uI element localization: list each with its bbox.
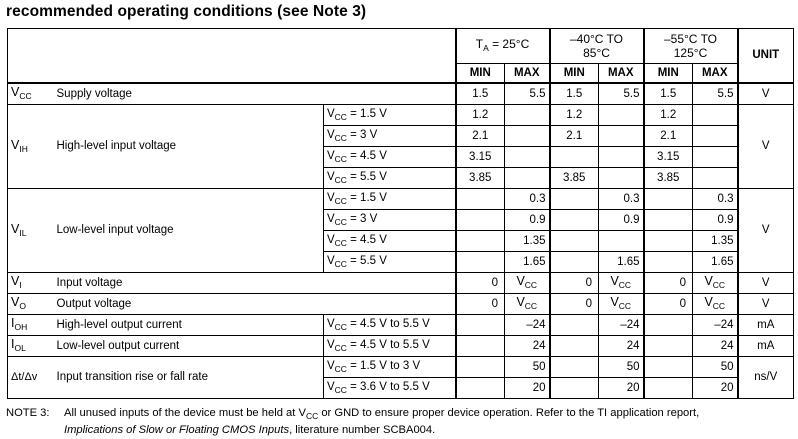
param-desc: Input voltage (54, 273, 456, 294)
value-cell: 0 (550, 273, 599, 294)
table-row (8, 83, 794, 105)
unit-cell: mA (738, 336, 794, 357)
header-max-1: MAX (505, 64, 550, 84)
value-cell (599, 105, 644, 126)
param-desc: High-level output current (54, 315, 324, 336)
value-cell: 1.35 (505, 231, 550, 252)
value-cell (693, 105, 738, 126)
unit-cell: V (738, 273, 794, 294)
value-cell (550, 210, 599, 231)
footnote-label: NOTE 3: (6, 407, 50, 419)
value-cell: 5.5 (693, 83, 738, 105)
header-row-top (8, 29, 794, 64)
value-cell: 0.9 (599, 210, 644, 231)
section-heading: recommended operating conditions (see Note 3) (6, 3, 367, 20)
value-cell: 0.9 (693, 210, 738, 231)
value-cell (599, 126, 644, 147)
value-cell: 1.2 (456, 105, 505, 126)
footnote (6, 406, 796, 437)
header-max-3: MAX (693, 64, 738, 84)
operating-conditions-table (7, 28, 794, 399)
table-row (8, 336, 794, 357)
value-cell (550, 252, 599, 273)
value-cell: 0 (644, 294, 693, 315)
value-cell (644, 231, 693, 252)
condition-cell: $V_{CC} = 3$ V (324, 210, 456, 231)
value-cell (599, 168, 644, 189)
value-cell: 2.1 (456, 126, 505, 147)
value-cell (550, 378, 599, 399)
value-cell: –24 (693, 315, 738, 336)
value-cell: 20 (505, 378, 550, 399)
value-cell: 20 (599, 378, 644, 399)
unit-cell: V (738, 189, 794, 273)
value-cell: 50 (599, 357, 644, 378)
table-row (8, 357, 794, 378)
value-cell: –24 (505, 315, 550, 336)
param-desc: Supply voltage (54, 83, 456, 105)
value-cell (456, 378, 505, 399)
value-cell: 1.5 (644, 83, 693, 105)
value-cell: $V_{CC}$ (693, 294, 738, 315)
param-desc: Input transition rise or fall rate (54, 357, 324, 399)
value-cell (456, 252, 505, 273)
condition-cell: $V_{CC} = 5.5$ V (324, 252, 456, 273)
value-cell: 24 (505, 336, 550, 357)
value-cell: 20 (693, 378, 738, 399)
unit-cell: V (738, 83, 794, 105)
value-cell: 0.9 (505, 210, 550, 231)
condition-cell: $V_{CC} = 4.5$ V (324, 231, 456, 252)
unit-cell: mA (738, 315, 794, 336)
value-cell (456, 189, 505, 210)
unit-cell: V (738, 105, 794, 189)
condition-cell: $V_{CC} = 4.5$ V to 5.5 V (324, 315, 456, 336)
value-cell: $V_{CC}$ (599, 294, 644, 315)
param-desc: Low-level output current (54, 336, 324, 357)
value-cell: 50 (505, 357, 550, 378)
condition-cell: $V_{CC} = 1.5$ V to 3 V (324, 357, 456, 378)
value-cell: 1.35 (693, 231, 738, 252)
value-cell (550, 231, 599, 252)
value-cell (693, 168, 738, 189)
value-cell: 3.15 (644, 147, 693, 168)
value-cell (550, 189, 599, 210)
value-cell: 0 (644, 273, 693, 294)
value-cell: 0 (550, 294, 599, 315)
value-cell: 3.15 (456, 147, 505, 168)
header-max-2: MAX (599, 64, 644, 84)
symbol-cell: Δt/Δv (8, 357, 54, 399)
value-cell (456, 357, 505, 378)
value-cell (693, 147, 738, 168)
value-cell (550, 357, 599, 378)
header-min-3: MIN (644, 64, 693, 84)
header-min-2: MIN (550, 64, 599, 84)
value-cell (644, 357, 693, 378)
param-desc: High-level input voltage (54, 105, 324, 189)
value-cell (505, 147, 550, 168)
value-cell (456, 315, 505, 336)
value-cell: $V_{CC}$ (599, 273, 644, 294)
condition-cell: $V_{CC} = 4.5$ V to 5.5 V (324, 336, 456, 357)
table-row (8, 294, 794, 315)
condition-cell: $V_{CC} = 3$ V (324, 126, 456, 147)
symbol-cell: $V_{CC}$ (8, 83, 54, 105)
value-cell: 1.65 (599, 252, 644, 273)
table-row (8, 315, 794, 336)
condition-cell: $V_{CC} = 4.5$ V (324, 147, 456, 168)
value-cell (505, 105, 550, 126)
footnote-line-2: Implications of Slow or Floating CMOS Inputs, literature number SCBA004. (64, 424, 436, 436)
value-cell: 50 (693, 357, 738, 378)
value-cell: 1.2 (550, 105, 599, 126)
symbol-cell: $V_O$ (8, 294, 54, 315)
param-desc: Low-level input voltage (54, 189, 324, 273)
header-blank (8, 29, 324, 84)
value-cell (456, 231, 505, 252)
value-cell: 0 (456, 294, 505, 315)
value-cell: 0.3 (599, 189, 644, 210)
symbol-cell: $V_{IH}$ (8, 105, 54, 189)
value-cell: 1.5 (550, 83, 599, 105)
header-range1: –40°C TO 85°C (550, 29, 644, 64)
value-cell: 1.65 (505, 252, 550, 273)
value-cell (505, 126, 550, 147)
condition-cell: $V_{CC} = 5.5$ V (324, 168, 456, 189)
value-cell (550, 147, 599, 168)
value-cell: 24 (599, 336, 644, 357)
value-cell: 1.2 (644, 105, 693, 126)
header-range2: –55°C TO 125°C (644, 29, 738, 64)
value-cell: $V_{CC}$ (505, 273, 550, 294)
condition-cell: $V_{CC} = 1.5$ V (324, 105, 456, 126)
condition-cell: $V_{CC} = 1.5$ V (324, 189, 456, 210)
header-blank-cond (324, 29, 456, 84)
table-row (8, 273, 794, 294)
unit-cell: ns/V (738, 357, 794, 399)
value-cell (644, 210, 693, 231)
value-cell: 3.85 (550, 168, 599, 189)
header-ta25: $T_A = 25^\circ C$ (456, 29, 550, 64)
header-min-1: MIN (456, 64, 505, 84)
value-cell (693, 126, 738, 147)
table-row (8, 105, 794, 126)
header-unit: UNIT (738, 29, 794, 84)
value-cell (644, 252, 693, 273)
symbol-cell: $V_I$ (8, 273, 54, 294)
value-cell: 0.3 (505, 189, 550, 210)
value-cell (505, 168, 550, 189)
value-cell: 24 (693, 336, 738, 357)
value-cell (644, 315, 693, 336)
value-cell: $V_{CC}$ (693, 273, 738, 294)
table-row (8, 189, 794, 210)
value-cell (550, 315, 599, 336)
value-cell (644, 378, 693, 399)
value-cell (456, 336, 505, 357)
value-cell: 1.5 (456, 83, 505, 105)
value-cell: 5.5 (599, 83, 644, 105)
value-cell: 1.65 (693, 252, 738, 273)
value-cell: 3.85 (456, 168, 505, 189)
value-cell (644, 336, 693, 357)
value-cell (456, 210, 505, 231)
footnote-report-title: Implications of Slow or Floating CMOS Inputs (64, 424, 290, 436)
value-cell: 3.85 (644, 168, 693, 189)
value-cell (550, 336, 599, 357)
value-cell: 2.1 (550, 126, 599, 147)
value-cell (599, 147, 644, 168)
value-cell (644, 189, 693, 210)
value-cell (599, 231, 644, 252)
symbol-cell: $V_{IL}$ (8, 189, 54, 273)
condition-cell: $V_{CC} = 3.6$ V to 5.5 V (324, 378, 456, 399)
value-cell: 2.1 (644, 126, 693, 147)
value-cell: 0 (456, 273, 505, 294)
param-desc: Output voltage (54, 294, 456, 315)
symbol-cell: $I_{OL}$ (8, 336, 54, 357)
footnote-line-1: NOTE 3: All unused inputs of the device must be held at $V_{CC}$ or GND to ensure proper device operation. Refer to the TI application report, (6, 407, 700, 421)
symbol-cell: $I_{OH}$ (8, 315, 54, 336)
value-cell: 0.3 (693, 189, 738, 210)
value-cell: 5.5 (505, 83, 550, 105)
unit-cell: V (738, 294, 794, 315)
value-cell: –24 (599, 315, 644, 336)
value-cell: $V_{CC}$ (505, 294, 550, 315)
